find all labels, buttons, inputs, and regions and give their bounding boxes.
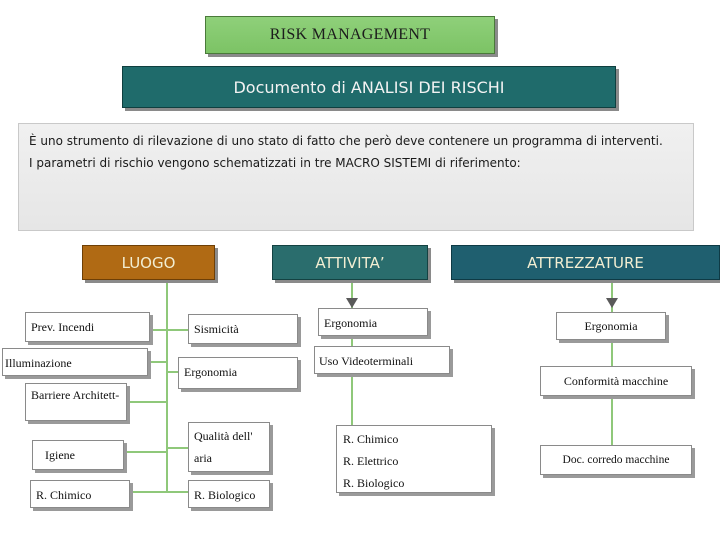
attrezzature-item-ergonomia: Ergonomia bbox=[556, 312, 666, 340]
luogo-item-r-biologico: R. Biologico bbox=[188, 480, 270, 508]
luogo-item-prev-incendi: Prev. Incendi bbox=[25, 312, 150, 342]
description-line-2: I parametri di rischio vengono schematizzati in tre MACRO SISTEMI di riferimento: bbox=[29, 156, 521, 170]
luogo-item-sismicita: Sismicità bbox=[188, 314, 298, 344]
arrow-attrezzature bbox=[606, 298, 618, 308]
attivita-item-ergonomia: Ergonomia bbox=[318, 308, 428, 336]
page-subtitle: Documento di ANALISI DEI RISCHI bbox=[122, 66, 616, 108]
category-luogo: LUOGO bbox=[82, 245, 215, 280]
luogo-item-r-chimico: R. Chimico bbox=[30, 480, 130, 508]
luogo-item-igiene: Igiene bbox=[32, 440, 124, 470]
category-attrezzature: ATTREZZATURE bbox=[451, 245, 720, 280]
description-box bbox=[18, 123, 694, 231]
attivita-item-rischi bbox=[336, 425, 492, 493]
attivita-item-r-chimico: R. Chimico bbox=[343, 432, 399, 446]
attrezzature-item-conformita: Conformità macchine bbox=[540, 366, 692, 396]
attivita-item-videoterminali: Uso Videoterminali bbox=[314, 346, 450, 374]
description-line-1: È uno strumento di rilevazione di uno stato di fatto che però deve contenere un programma di interventi. bbox=[29, 134, 663, 148]
luogo-item-barriere: Barriere Architett- bbox=[25, 383, 127, 421]
attrezzature-item-doc-corredo: Doc. corredo macchine bbox=[540, 445, 692, 475]
attivita-item-r-biologico: R. Biologico bbox=[343, 476, 405, 490]
arrow-attivita bbox=[346, 298, 358, 308]
category-attivita: ATTIVITA’ bbox=[272, 245, 428, 280]
page-title: RISK MANAGEMENT bbox=[205, 16, 495, 54]
luogo-item-illuminazione: Illuminazione bbox=[2, 348, 148, 376]
luogo-item-ergonomia: Ergonomia bbox=[178, 357, 298, 389]
attivita-item-r-elettrico: R. Elettrico bbox=[343, 454, 399, 468]
luogo-item-qualita-aria: Qualità dell' aria bbox=[188, 422, 270, 472]
